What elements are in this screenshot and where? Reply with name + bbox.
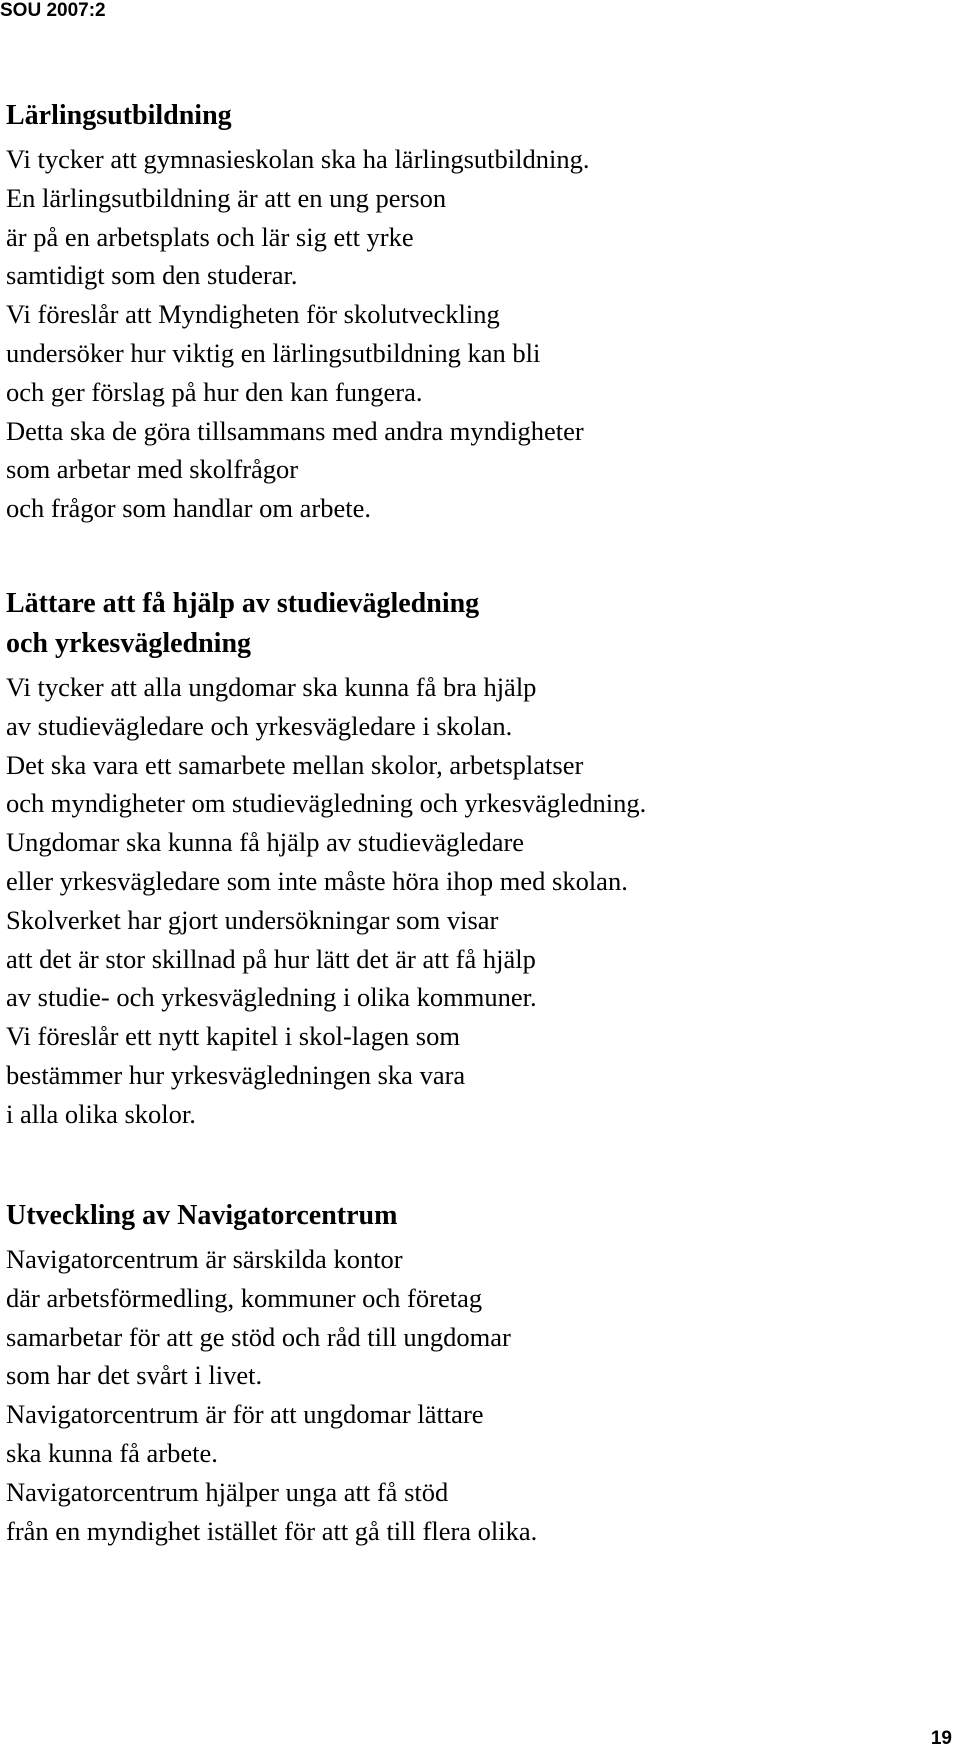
body-line: av studie- och yrkesvägledning i olika kommuner.: [6, 982, 537, 1013]
body-line: samarbetar för att ge stöd och råd till ungdomar: [6, 1321, 511, 1352]
heading-line: Lärlingsutbildning: [6, 100, 232, 131]
body-line: Vi föreslår att Myndigheten för skolutveckling: [6, 299, 500, 330]
body-line: Det ska vara ett samarbete mellan skolor, arbetsplatser: [6, 749, 584, 780]
body-line: Vi föreslår ett nytt kapitel i skol-lagen som: [6, 1021, 460, 1052]
body-line: samtidigt som den studerar.: [6, 260, 298, 291]
body-line: eller yrkesvägledare som inte måste höra ihop med skolan.: [6, 865, 628, 896]
body-line: att det är stor skillnad på hur lätt det är att få hjälp: [6, 943, 536, 974]
body-line: Navigatorcentrum är särskilda kontor: [6, 1244, 403, 1274]
section-heading: [6, 1196, 946, 1236]
body-line: En lärlingsutbildning är att en ung person: [6, 182, 447, 213]
body-line: från en myndighet istället för att gå till flera olika.: [6, 1515, 538, 1546]
section-body: [6, 668, 946, 1134]
body-line: undersöker hur viktig en lärlingsutbildning kan bli: [6, 337, 541, 368]
body-line: Ungdomar ska kunna få hjälp av studievägledare: [6, 827, 525, 858]
page-number: 19: [930, 1728, 952, 1749]
body-line: är på en arbetsplats och lär sig ett yrke: [6, 221, 414, 252]
body-line: och frågor som handlar om arbete.: [6, 493, 371, 524]
body-line: ska kunna få arbete.: [6, 1437, 218, 1468]
body-line: Skolverket har gjort undersökningar som visar: [6, 904, 499, 935]
body-line: i alla olika skolor.: [6, 1098, 196, 1129]
body-line: bestämmer hur yrkesvägledningen ska vara: [6, 1059, 466, 1090]
body-line: Detta ska de göra tillsammans med andra myndigheter: [6, 415, 584, 446]
section-navigatorcentrum: [6, 1196, 946, 1550]
body-line: och ger förslag på hur den kan fungera.: [6, 376, 423, 407]
body-line: där arbetsförmedling, kommuner och företag: [6, 1282, 483, 1313]
heading-line: Utveckling av Navigatorcentrum: [6, 1200, 398, 1231]
section-heading: [6, 96, 946, 136]
body-line: av studievägledare och yrkesvägledare i skolan.: [6, 710, 513, 741]
section-body: [6, 1240, 946, 1550]
heading-line: och yrkesvägledning: [6, 628, 252, 659]
body-line: Navigatorcentrum hjälper unga att få stöd: [6, 1476, 449, 1507]
body-line: som arbetar med skolfrågor: [6, 454, 299, 485]
body-line: som har det svårt i livet.: [6, 1360, 263, 1391]
body-line: Vi tycker att gymnasieskolan ska ha lärlingsutbildning.: [6, 144, 590, 174]
section-studievagledning: [6, 584, 946, 1134]
section-larlingsutbildning: [6, 96, 946, 528]
section-body: [6, 140, 946, 528]
body-line: och myndigheter om studievägledning och yrkesvägledning.: [6, 788, 647, 819]
running-head: SOU 2007:2: [0, 0, 106, 21]
body-line: Navigatorcentrum är för att ungdomar lättare: [6, 1399, 484, 1430]
heading-line: Lättare att få hjälp av studievägledning: [6, 588, 480, 619]
body-line: Vi tycker att alla ungdomar ska kunna få bra hjälp: [6, 672, 537, 702]
section-heading: [6, 584, 946, 664]
